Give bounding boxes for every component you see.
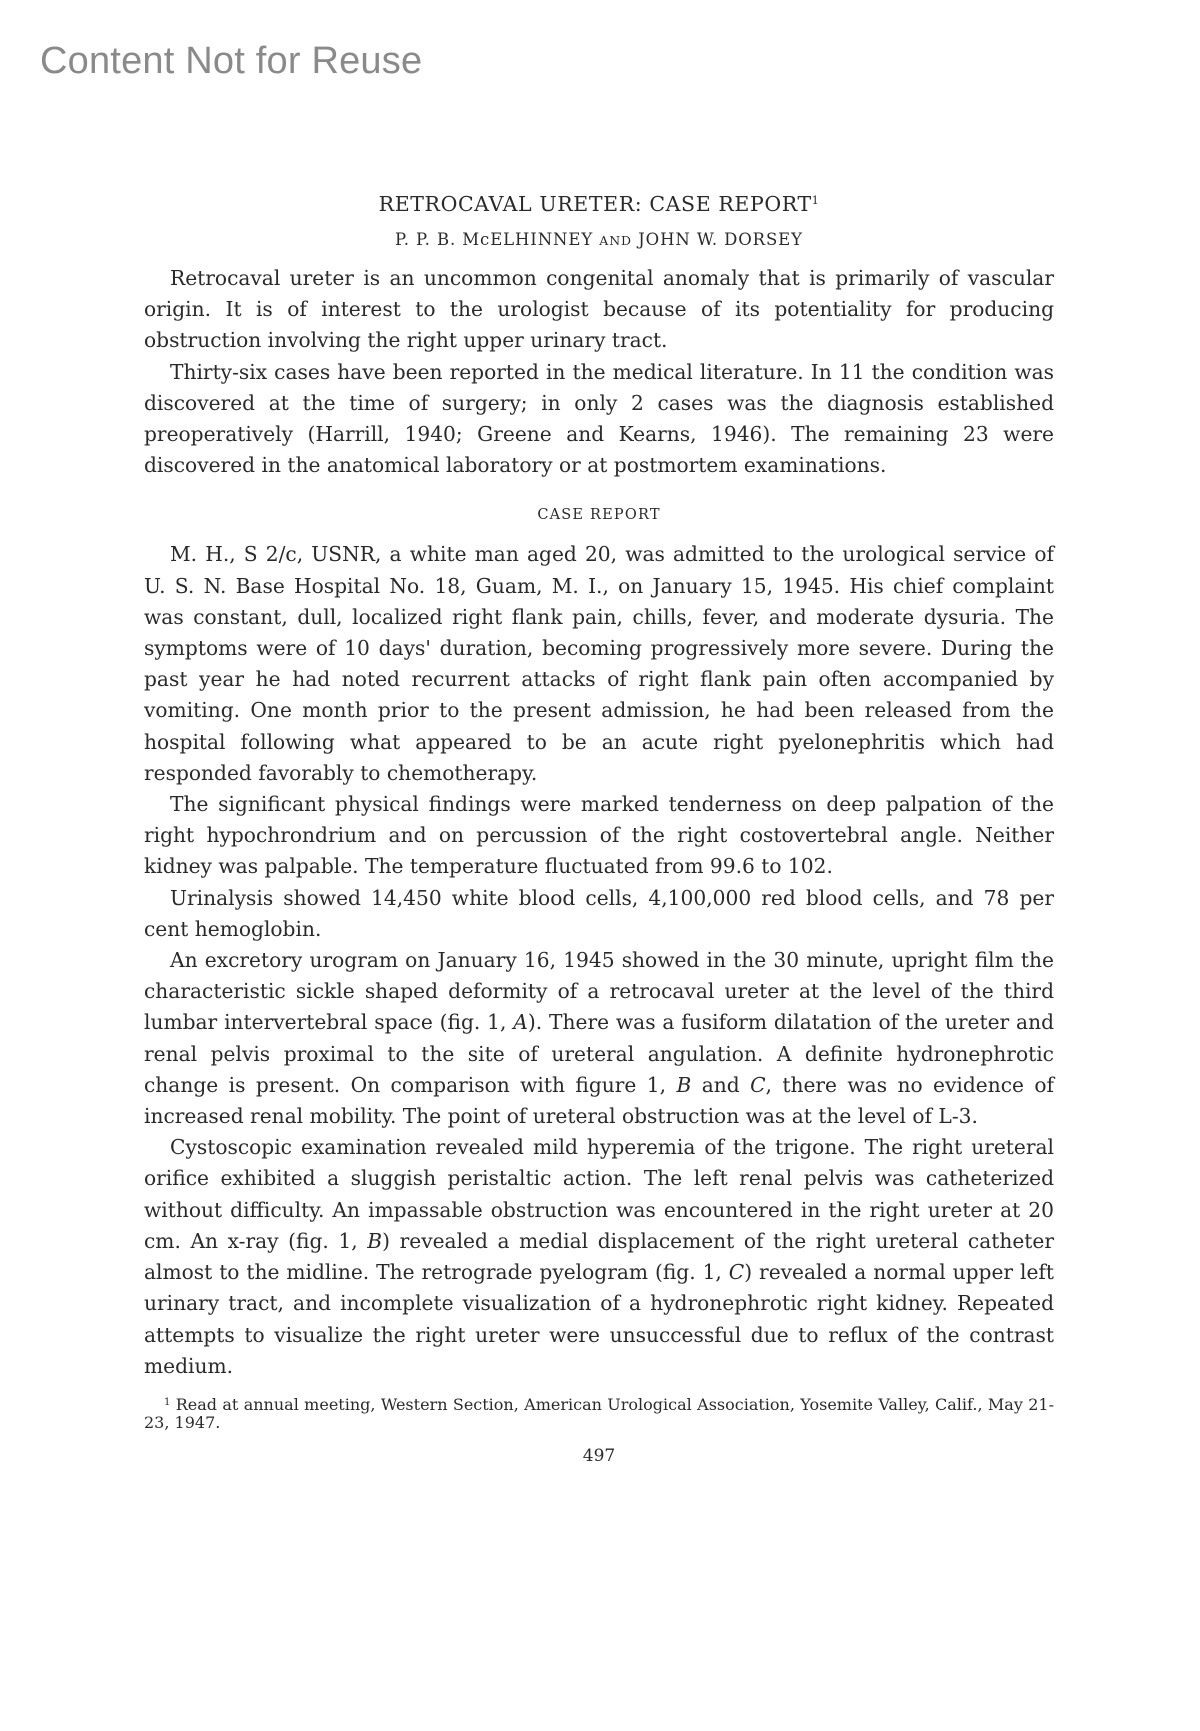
urogram-text-3: and: [691, 1072, 751, 1097]
figure-ref-b: B: [676, 1072, 692, 1097]
footnote-mark: 1: [164, 1396, 171, 1408]
cysto-text-3: ) revealed a normal upper left urinary tract, and incomplete visualization of a hydronephrotic right kidney. Repeated attempts to visualize the right ureter were unsuccessful due to reflux of the contrast medium.: [144, 1260, 1054, 1378]
urogram-text-1: An excretory urogram on January 16, 1945 showed in the 30 minute, upright film the characteristic sickle shaped deformity of a retrocaval ureter at the level of the third lumbar intervertebral space (fig. 1,: [144, 948, 1054, 1035]
urogram-text-4: , there was no evidence of increased renal mobility. The point of ureteral obstruction was at the level of L-3.: [144, 1072, 1054, 1129]
figure-ref-c: C: [750, 1072, 766, 1097]
figure-ref-b: B: [367, 1228, 383, 1253]
case-paragraph-urinalysis: Urinalysis showed 14,450 white blood cells, 4,100,000 red blood cells, and 78 per cent hemoglobin.: [144, 885, 1054, 941]
article-title: [144, 192, 1054, 216]
title-footnote-mark: 1: [811, 194, 820, 207]
author-conjunction: AND: [599, 233, 632, 248]
figure-ref-a: A: [513, 1010, 528, 1035]
author-line: [144, 230, 1054, 249]
footnote-text: Read at annual meeting, Western Section, American Urological Association, Yosemite Valley, Calif., May 21-23, 1947.: [144, 1394, 1054, 1432]
cysto-text-1: Cystoscopic examination revealed mild hyperemia of the trigone. The right ureteral orifice exhibited a sluggish peristaltic action. The left renal pelvis was catheterized without difficulty. An impassable obstruction was encountered in the right ureter at 20 cm. An x-ray (fig. 1,: [144, 1135, 1054, 1253]
author-1: P. P. B. McELHINNEY: [395, 230, 594, 249]
page-number: 497: [582, 1445, 616, 1466]
case-paragraph-history: M. H., S 2/c, USNR, a white man aged 20, was admitted to the urological service of U. S. N. Base Hospital No. 18, Guam, M. I., on January 15, 1945. His chief complaint was constant, dull, localized right flank pain, chills, fever, and moderate dysuria. The symptoms were of 10 days' duration, becoming progressively more severe. During the past year he had noted recurrent attacks of right flank pain often accompanied by vomiting. One month prior to the present admission, he had been released from the hospital following what appeared to be an acute right pyelonephritis which had responded favorably to chemotherapy.: [144, 542, 1054, 785]
case-paragraph-physical-findings: The significant physical findings were marked tenderness on deep palpation of the right hypochrondrium and on percussion of the right costovertebral angle. Neither kidney was palpable. The temperature fluctuated from 99.6 to 102.: [144, 792, 1054, 879]
section-heading-case-report: CASE REPORT: [537, 507, 661, 524]
author-2: JOHN W. DORSEY: [638, 230, 803, 249]
article-page: [144, 192, 1054, 1466]
footnote: [144, 1394, 1054, 1432]
figure-ref-c: C: [728, 1260, 745, 1285]
urogram-text-2: ). There was a fusiform dilatation of the ureter and renal pelvis proximal to the site of ureteral angulation. A definite hydronephrotic change is present. On comparison with figure 1,: [144, 1010, 1054, 1097]
title-text: RETROCAVAL URETER: CASE REPORT: [378, 192, 812, 216]
case-paragraph-cystoscopy: [144, 1132, 1054, 1382]
case-paragraph-urogram: [144, 945, 1054, 1132]
intro-paragraph-1: Retrocaval ureter is an uncommon congenital anomaly that is primarily of vascular origin. It is of interest to the urologist because of its potentiality for producing obstruction involving the right upper urinary tract.: [144, 266, 1054, 353]
watermark: Content Not for Reuse: [40, 40, 423, 82]
cysto-text-2: ) revealed a medial displacement of the right ureteral catheter almost to the midline. The retrograde pyelogram (fig. 1,: [144, 1228, 1054, 1285]
intro-paragraph-2: Thirty-six cases have been reported in the medical literature. In 11 the condition was discovered at the time of surgery; in only 2 cases was the diagnosis established preoperatively (Harrill, 1940; Greene and Kearns, 1946). The remaining 23 were discovered in the anatomical laboratory or at postmortem examinations.: [144, 359, 1054, 478]
